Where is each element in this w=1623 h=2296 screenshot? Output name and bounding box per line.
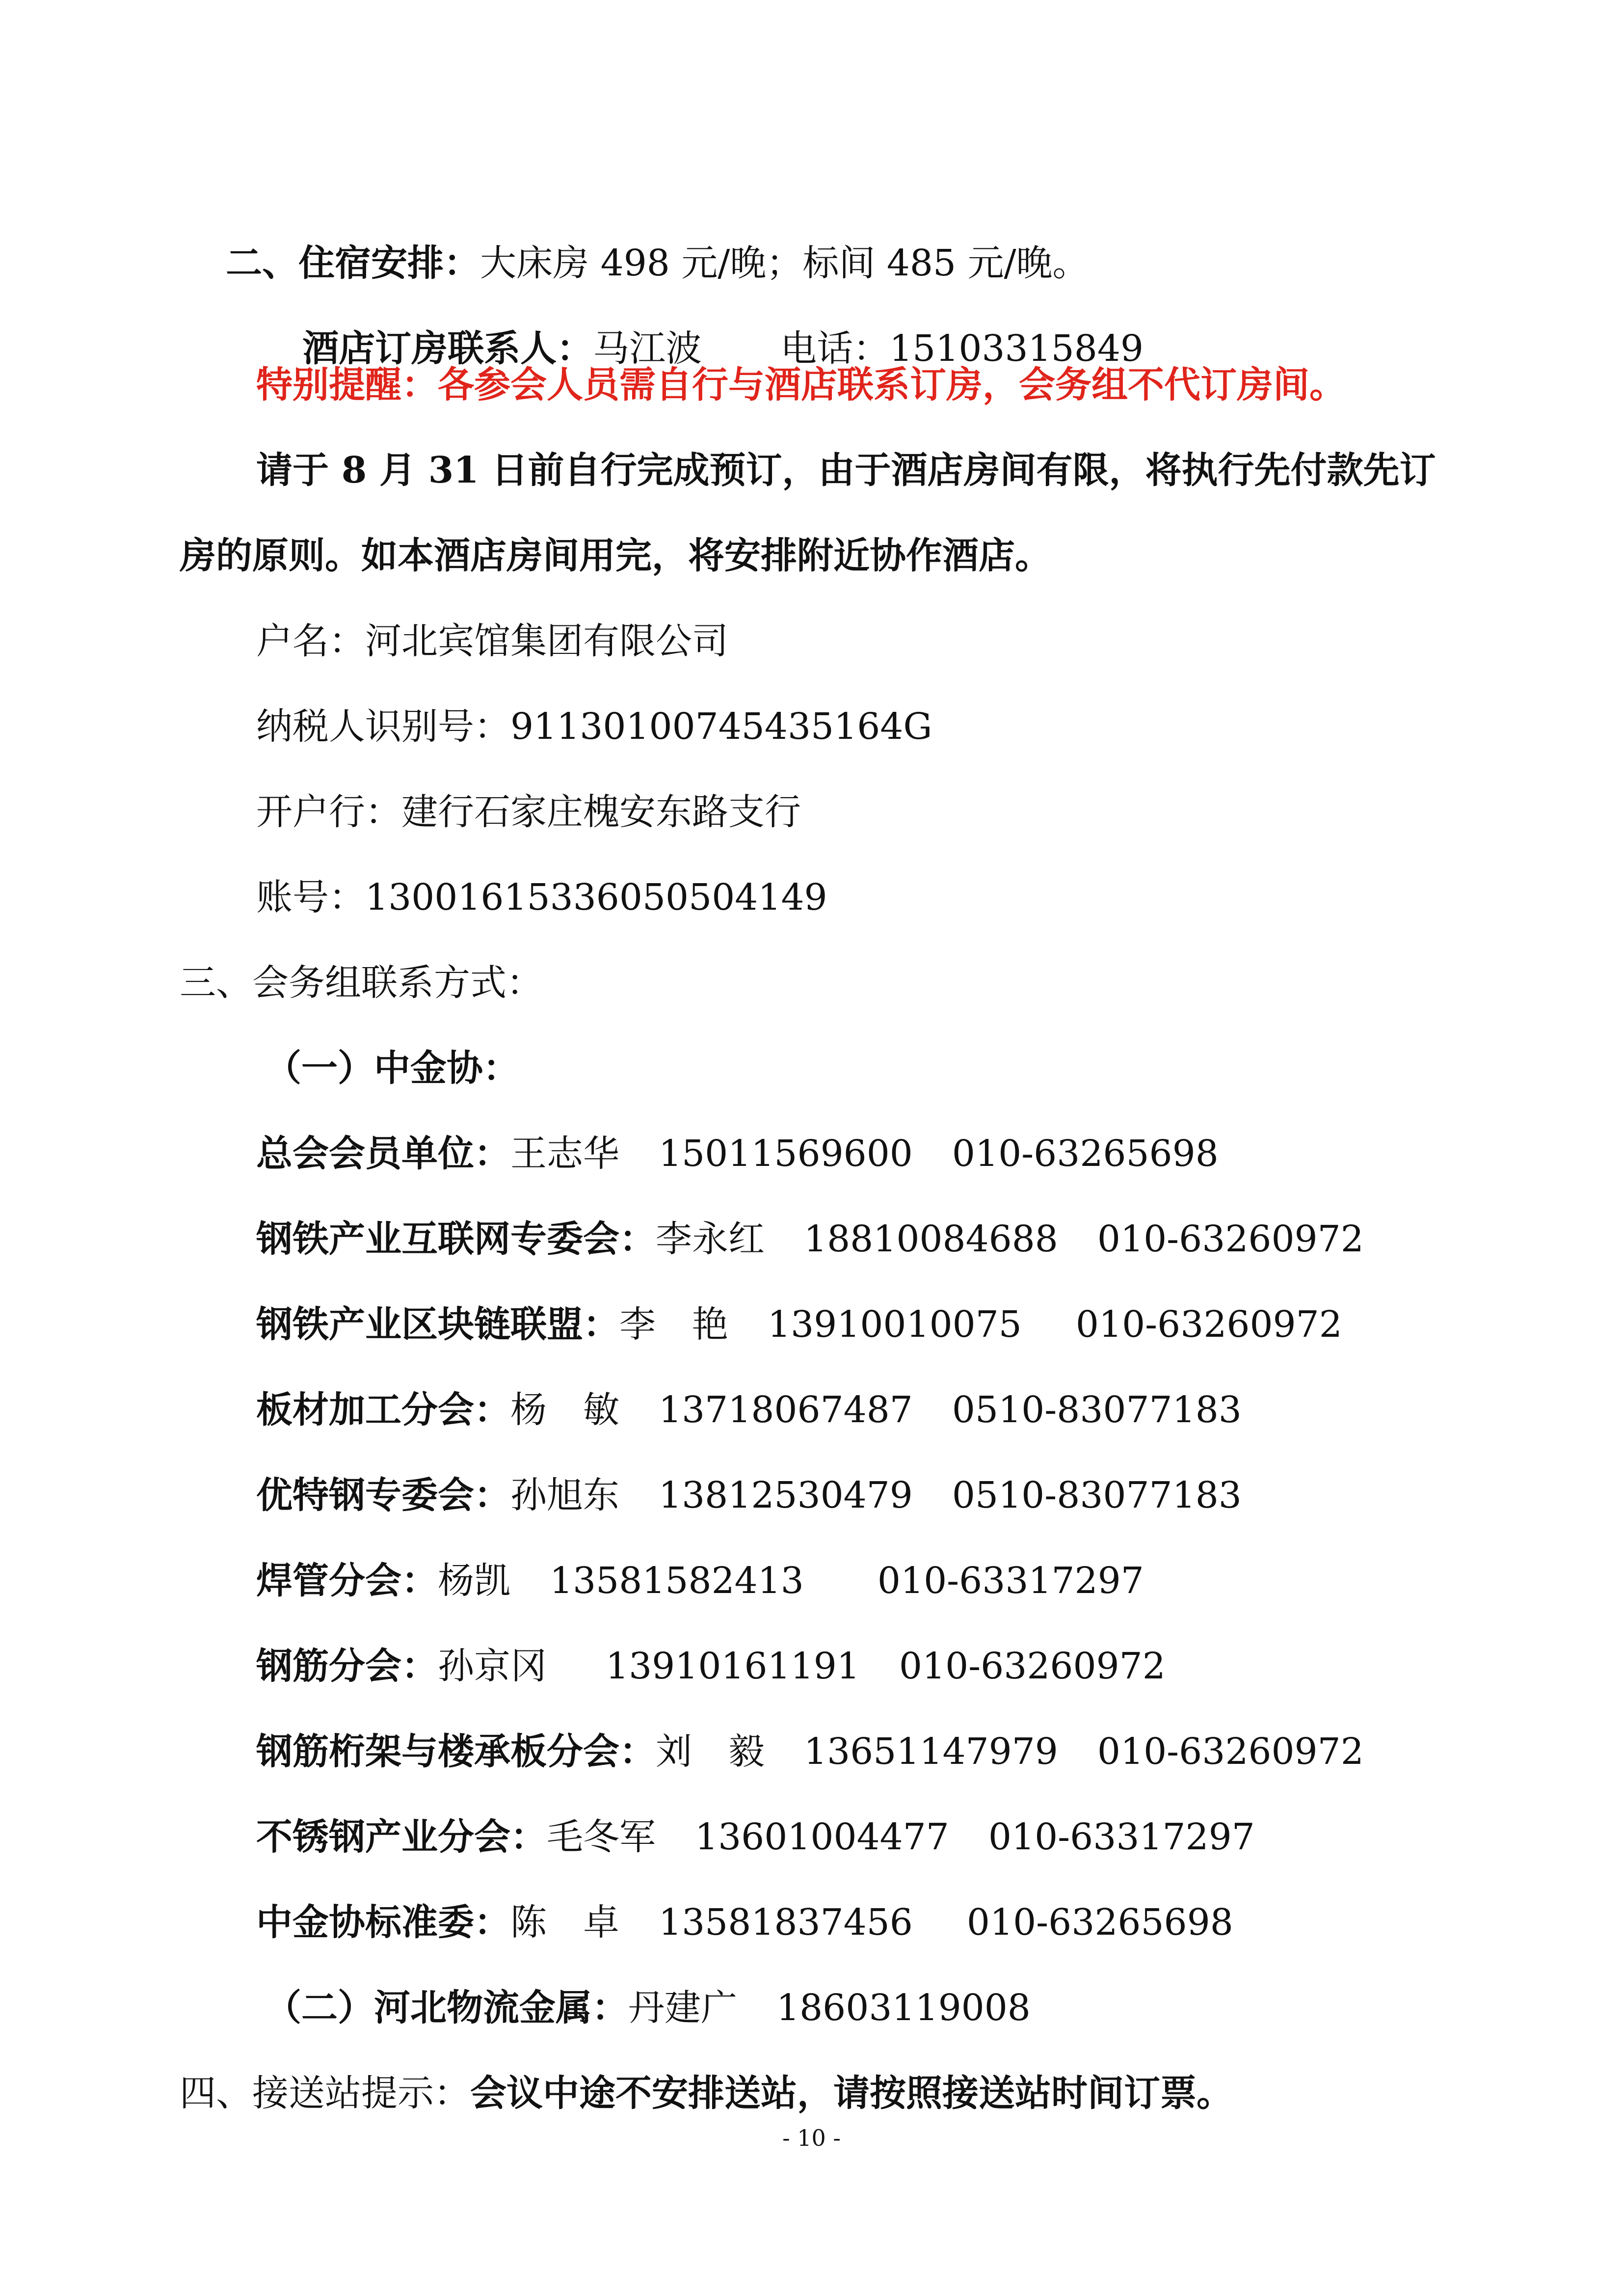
- contact-name: 孙旭东: [510, 1474, 619, 1516]
- contact-row: [256, 1471, 1242, 1520]
- contact-name: 毛冬军: [547, 1816, 656, 1858]
- page-number: - 10 -: [782, 2125, 841, 2151]
- subsection1-heading: （一）中金协：: [265, 1047, 519, 1089]
- contact-mobile: 13910161191: [606, 1645, 860, 1687]
- contact-tel: 010-63260972: [899, 1645, 1166, 1687]
- contact-unit: 中金协标准委：: [256, 1901, 510, 1944]
- contact-tel: 010-63260972: [1075, 1303, 1342, 1346]
- hotel-contact-label: 酒店订房联系人：: [302, 327, 593, 370]
- subsection2-mobile: 18603119008: [776, 1987, 1031, 2029]
- section3-heading: 三、会务组联系方式：: [180, 962, 543, 1004]
- subsection2-heading: （二）河北物流金属：: [265, 1987, 628, 2029]
- section2-line: [180, 189, 1089, 284]
- bank-name: 开户行：建行石家庄槐安东路支行: [256, 791, 801, 833]
- contact-name: 李永红: [656, 1218, 765, 1260]
- contact-unit: 钢筋桁架与楼承板分会：: [256, 1730, 656, 1773]
- contact-tel: 0510-83077183: [952, 1389, 1242, 1431]
- subsection2-line: [265, 1983, 1031, 2032]
- contact-tel: 010-63260972: [1097, 1218, 1364, 1260]
- contact-unit: 不锈钢产业分会：: [256, 1816, 547, 1858]
- contact-unit: 总会会员单位：: [256, 1133, 510, 1175]
- subsection2-name: 丹建广: [628, 1987, 737, 2029]
- contact-name: 杨 敏: [510, 1389, 619, 1431]
- tax-id: 纳税人识别号：911301007454351​64G: [256, 705, 932, 748]
- contact-mobile: 18810084688: [804, 1218, 1058, 1260]
- contact-unit: 钢铁产业互联网专委会：: [256, 1218, 656, 1260]
- room-rates: 大床房 498 元/晚；标间 485 元/晚。: [480, 242, 1089, 284]
- contact-name: 王志华: [510, 1133, 619, 1175]
- hotel-phone-label: 电话：: [780, 327, 890, 370]
- section2-heading: 二、住宿安排：: [226, 242, 480, 284]
- contact-unit: 焊管分会：: [256, 1560, 438, 1602]
- contact-name: 杨凯: [438, 1560, 510, 1602]
- contact-row: [256, 1898, 1233, 1947]
- contact-row: [256, 1215, 1364, 1264]
- booking-note-line2: 房的原则。如本酒店房间用完，将安排附近协作酒店。: [180, 535, 1051, 577]
- booking-note-line1: 请于 8 月 31 日前自行完成预订，由于酒店房间有限，将执行先付款先订: [256, 449, 1436, 491]
- hotel-phone: 15103315849: [889, 327, 1144, 370]
- contact-tel: 010-63265698: [966, 1901, 1233, 1944]
- contact-mobile: 15011569600: [659, 1133, 913, 1175]
- contact-unit: 钢铁产业区块链联盟：: [256, 1303, 619, 1346]
- contact-name: 刘 毅: [656, 1730, 765, 1773]
- contact-name: 李 艳: [619, 1303, 728, 1346]
- contact-mobile: 13812530479: [659, 1474, 913, 1516]
- section4-heading: 四、接送站提示：: [180, 2072, 470, 2114]
- contact-tel: 010-63317297: [877, 1560, 1144, 1602]
- contact-tel: 010-63265698: [952, 1133, 1219, 1175]
- contact-mobile: 13718067487: [659, 1389, 913, 1431]
- contact-tel: 010-63317297: [988, 1816, 1255, 1858]
- section4-line: [180, 2069, 1233, 2118]
- contact-row: [256, 1300, 1342, 1349]
- contact-tel: 010-63260972: [1097, 1730, 1364, 1773]
- hotel-contact-line: [256, 275, 1144, 370]
- special-reminder: 特别提醒：各参会人员需自行与酒店联系订房，会务组不代订房间。: [256, 364, 1346, 406]
- contact-unit: 优特钢专委会：: [256, 1474, 510, 1516]
- contact-row: [256, 1727, 1364, 1776]
- contact-mobile: 13601004477: [695, 1816, 949, 1858]
- hotel-contact-name: 马江波: [593, 327, 702, 370]
- contact-name: 孙京冈: [438, 1645, 547, 1687]
- contact-mobile: 13651147979: [804, 1730, 1058, 1773]
- section4-text: 会议中途不安排送站，请按照接送站时间订票。: [470, 2072, 1233, 2114]
- contact-row: [256, 1556, 1144, 1605]
- contact-tel: 0510-83077183: [952, 1474, 1242, 1516]
- contact-row: [256, 1385, 1242, 1434]
- account-name: 户名：河北宾馆集团有限公司: [256, 620, 728, 662]
- contact-row: [256, 1642, 1166, 1691]
- contact-unit: 板材加工分会：: [256, 1389, 510, 1431]
- contact-row: [256, 1812, 1255, 1862]
- contact-mobile: 13581837456: [659, 1901, 913, 1944]
- contact-mobile: 13910010075: [768, 1303, 1022, 1346]
- contact-unit: 钢筋分会：: [256, 1645, 438, 1687]
- contact-name: 陈 卓: [510, 1901, 619, 1944]
- contact-row: [256, 1129, 1219, 1178]
- contact-mobile: 13581582413: [550, 1560, 804, 1602]
- account-number: 账号：13001615336050504149: [256, 876, 827, 918]
